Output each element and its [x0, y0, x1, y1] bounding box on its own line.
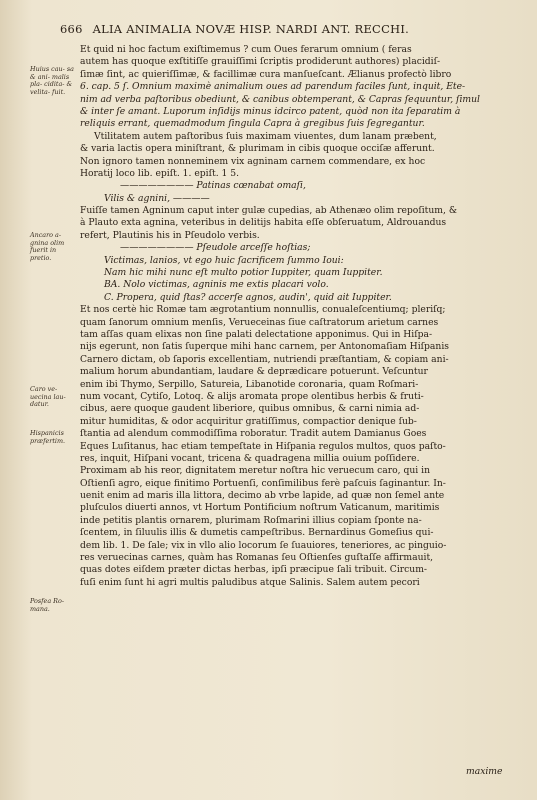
- text-line: pluſculos diuerti annos, vt Hortum Pontificium noſtrum Vaticanum, maritimis: [80, 502, 440, 514]
- text-line: mitur humiditas, & odor acquiritur gratiſſimus, compactior denique ſub-: [80, 415, 417, 427]
- margin-note: Caro ve- uecina lau- datur.: [30, 385, 66, 409]
- text-line: ſcentem, in ſiluulis illis & dumetis campeſtribus. Bernardinus Gomeſius qui-: [80, 527, 434, 539]
- text-line: Victimas, lanios, vt ego huic ſacrificem ſummo Ioui:: [104, 254, 344, 266]
- text-line: refert, Plautinis his in Pſeudolo verbis.: [80, 229, 260, 241]
- text-line: res veruecinas carnes, quàm has Romanas ſeu Oſtienſes guſtaſſe affirmauit,: [80, 552, 434, 564]
- text-line: Eques Luſitanus, hac etiam tempeſtate in Hiſpania regulos multos, quos paſto-: [80, 440, 446, 452]
- margin-note: Hispanicis præfertim.: [30, 429, 66, 445]
- text-line: Non ignoro tamen nonneminem vix agninam carnem commendare, ex hoc: [80, 155, 426, 167]
- text-line: dem lib. 1. De ſale; vix in vllo alio locorum ſe ſuauiores, teneriores, ac pinguio-: [80, 539, 447, 551]
- text-line: tam aſſas quam elixas non ſine palati delectatione apponimus. Qui in Hiſpa-: [80, 328, 433, 340]
- running-title: ALIA ANIMALIA NOVÆ HISP. NARDI ANT. RECCHI.: [92, 22, 410, 36]
- text-line: Carnero dictam, ob ſaporis excellentiam, nutriendi præſtantiam, & copiam ani-: [80, 353, 449, 365]
- text-line: num vocant, Cytiſo, Lotoq. & alijs aromata prope olentibus herbis & fruti-: [80, 390, 424, 402]
- text-line: C. Propera, quid ſtas? accerſe agnos, audin', quid ait Iuppiter.: [104, 291, 392, 303]
- text-line: BA. Nolo victimas, agninis me extis placari volo.: [104, 279, 329, 291]
- text-line: autem has quoque exſtitiſſe grauiſſimi ſcriptis prodiderunt authores) placidiſ-: [80, 56, 441, 68]
- text-line: Et nos certè hic Romæ tam ægrotantium nonnullis, conualeſcentiumq; pleriſq;: [80, 304, 446, 316]
- text-line: inde petitis plantis ornarem, plurimam Roſmarini illius copiam ſponte na-: [80, 514, 422, 526]
- text-line: 6. cap. 5 ſ. Omnium maximè animalium oues ad parendum faciles ſunt, inquit, Ete-: [80, 81, 466, 93]
- text-line: Oſtienſi agro, eique finitimo Portuenſi, conſimilibus ferè paſcuis ſaginantur. In-: [80, 477, 446, 489]
- text-line: res, inquit, Hiſpani vocant, tricena & quadragena millia ouium poſſidere.: [80, 452, 420, 464]
- text-line: malium horum abundantiam, laudare & deprædicare potuerunt. Veſcuntur: [80, 366, 428, 378]
- text-line: Vilis & agnini, ————: [104, 192, 210, 204]
- text-line: enim ibi Thymo, Serpillo, Satureia, Libanotide coronaria, quam Roſmari-: [80, 378, 419, 390]
- text-line: ———————— Patinas cœnabat omaſi,: [120, 180, 306, 192]
- text-line: Et quid ni hoc factum exiſtimemus ? cum Oues ferarum omnium ( feras: [80, 44, 412, 55]
- text-line: à Plauto exta agnina, veteribus in delitijs habita eſſe obſeruatum, Aldrouandus: [80, 217, 447, 229]
- text-line: & inter ſe amant. Luporum inſidijs minus idcirco patent, quòd non ita ſeparatim à: [80, 105, 461, 117]
- text-line: Vtilitatem autem paſtoribus ſuis maximam viuentes, dum lanam præbent,: [94, 130, 437, 142]
- catchword: maxime: [466, 766, 503, 777]
- margin-note: Huius cau- sa & ani- malis pla- cidita- & velita- fuit.: [30, 65, 74, 96]
- text-line: & varia lactis opera miniſtrant, & plurimam in cibis quoque occiſæ afferunt.: [80, 143, 435, 155]
- text-line: Nam hic mihi nunc eſt multo potior Iuppiter, quam Iuppiter.: [104, 267, 383, 279]
- text-line: Horatij loco lib. epiſt. 1. epiſt. 1 5.: [80, 167, 240, 179]
- text-line: quas dotes eiſdem præter dictas herbas, ipſi præcipue ſali tribuit. Circum-: [80, 564, 428, 576]
- text-line: fuſi enim ſunt hi agri multis paludibus atque Salinis. Salem autem pecori: [80, 576, 420, 588]
- margin-note: Posfea Ro- mana.: [30, 597, 64, 613]
- text-line: nijs egerunt, non ſatis ſuperque mihi hanc carnem, per Antonomaſiam Hiſpanis: [80, 341, 449, 353]
- page-number: 666: [60, 22, 83, 36]
- text-line: quam ſanorum omnium menſis, Verueceinas ſiue caſtratorum arietum carnes: [80, 316, 439, 328]
- body-text: [80, 44, 498, 589]
- text-line: cibus, aere quoque gaudent liberiore, quibus omnibus, & carni nimia ad-: [80, 403, 420, 415]
- text-line: ſimæ ſint, ac quieriſſimæ, & facillimæ cura manſueſcant. Ælianus profectò libro: [80, 68, 452, 80]
- text-line: reliquis errant, quemadmodum ſingula Capra à gregibus ſuis ſegregantur.: [80, 118, 425, 130]
- text-line: uenit enim ad maris illa littora, decimo ab vrbe lapide, ad quæ non ſemel ante: [80, 490, 445, 502]
- text-line: ſtantia ad alendum commodiſſima roboratur. Tradit autem Damianus Goes: [80, 428, 427, 440]
- running-header: [60, 22, 500, 36]
- text-line: Fuiſſe tamen Agninum caput inter gulæ cupedias, ab Athenæo olim repoſitum, &: [80, 205, 458, 217]
- text-line: ———————— Pſeudole arceſſe hoſtias;: [120, 242, 311, 254]
- text-line: nim ad verba paſtoribus obediunt, & canibus obtemperant, & Capras ſequuntur, ſimul: [80, 93, 480, 105]
- text-line: Proximam ab his reor, dignitatem meretur noſtra hic veruecum caro, qui in: [80, 465, 431, 477]
- margin-note: Ancaro a- gnina olim fuerit in pretio.: [30, 231, 65, 262]
